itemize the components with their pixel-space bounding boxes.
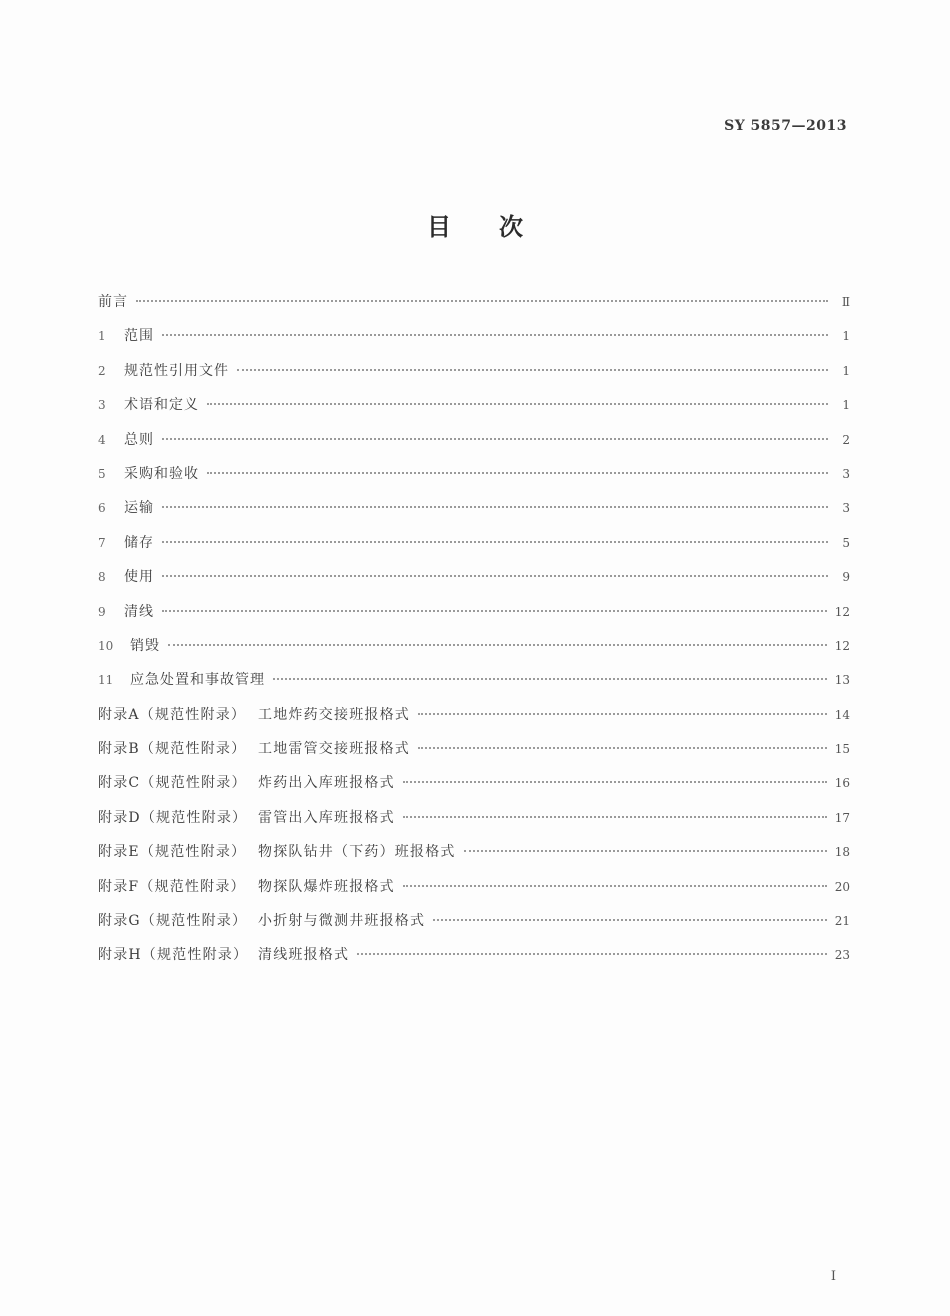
appendix-title: 炸药出入库班报格式 (258, 775, 395, 792)
toc-label: 应急处置和事故管理 (130, 672, 265, 689)
toc-number: 8 (98, 570, 106, 585)
appendix-title: 清线班报格式 (258, 947, 350, 964)
leader-dots (168, 644, 827, 646)
leader-dots (433, 919, 827, 921)
appendix-label: 附录D（规范性附录） (98, 809, 248, 826)
toc-appendix-entry[interactable] (98, 738, 850, 772)
toc-page: Ⅱ (841, 295, 850, 309)
leader-dots (207, 403, 828, 405)
toc-page: 14 (834, 707, 850, 722)
toc-entry[interactable] (98, 532, 850, 566)
toc-page: 18 (834, 845, 850, 860)
toc-number: 7 (98, 535, 106, 550)
leader-dots (162, 610, 827, 612)
appendix-title: 工地雷管交接班报格式 (258, 741, 410, 758)
toc-label: 销毁 (130, 637, 160, 654)
toc-number: 1 (98, 329, 106, 344)
toc-entry[interactable] (98, 635, 850, 669)
appendix-title: 雷管出入库班报格式 (258, 809, 395, 826)
toc-label: 清线 (124, 603, 154, 620)
leader-dots (136, 300, 828, 302)
leader-dots (162, 541, 828, 543)
toc-number: 9 (98, 604, 106, 619)
toc-entry[interactable] (98, 463, 850, 497)
toc-entry[interactable] (98, 601, 850, 635)
toc-page: 9 (842, 570, 850, 585)
toc-label: 规范性引用文件 (124, 362, 229, 379)
toc-entry[interactable] (98, 566, 850, 600)
toc-page: 12 (834, 638, 850, 653)
appendix-label: 附录E（规范性附录） (98, 844, 247, 861)
appendix-label: 附录G（规范性附录） (98, 913, 248, 930)
toc-appendix-entry[interactable] (98, 910, 850, 944)
toc-label: 范围 (124, 328, 154, 345)
toc-appendix-entry[interactable] (98, 772, 850, 806)
toc-entry[interactable] (98, 669, 850, 703)
toc-label: 前言 (98, 294, 128, 310)
appendix-title: 物探队爆炸班报格式 (258, 878, 395, 895)
appendix-label: 附录C（规范性附录） (98, 775, 247, 792)
toc-appendix-entry[interactable] (98, 876, 850, 910)
appendix-title: 物探队钻井（下药）班报格式 (258, 844, 456, 861)
toc-entry-foreword[interactable] (98, 291, 850, 325)
appendix-label: 附录H（规范性附录） (98, 947, 249, 964)
toc-number: 10 (98, 638, 114, 653)
toc-number: 6 (98, 501, 106, 516)
toc-number: 3 (98, 398, 106, 413)
leader-dots (403, 816, 827, 818)
toc-page: 5 (842, 535, 850, 550)
toc-label: 运输 (124, 500, 154, 517)
leader-dots (418, 747, 827, 749)
toc-number: 2 (98, 363, 106, 378)
toc-page: 16 (834, 776, 850, 791)
toc-entry[interactable] (98, 360, 850, 394)
toc-page: 17 (834, 810, 850, 825)
leader-dots (357, 953, 827, 955)
leader-dots (273, 678, 827, 680)
toc-entry[interactable] (98, 497, 850, 531)
leader-dots (162, 438, 828, 440)
appendix-label: 附录A（规范性附录） (98, 706, 247, 723)
appendix-title: 工地炸药交接班报格式 (258, 706, 410, 723)
toc-number: 4 (98, 432, 106, 447)
toc-page: 1 (842, 398, 850, 413)
toc-label: 总则 (124, 431, 154, 448)
leader-dots (418, 713, 827, 715)
toc-entry[interactable] (98, 394, 850, 428)
toc-number: 5 (98, 466, 106, 481)
standard-number: SY 5857—2013 (724, 118, 847, 134)
toc-page: 20 (834, 879, 850, 894)
toc-appendix-entry[interactable] (98, 841, 850, 875)
toc-label: 术语和定义 (124, 397, 199, 414)
table-of-contents (98, 291, 850, 979)
toc-page: 3 (842, 501, 850, 516)
leader-dots (162, 506, 828, 508)
leader-dots (207, 472, 828, 474)
toc-page: 13 (834, 673, 850, 688)
toc-page: 2 (842, 432, 850, 447)
appendix-label: 附录F（规范性附录） (98, 878, 246, 895)
appendix-label: 附录B（规范性附录） (98, 741, 247, 758)
appendix-title: 小折射与微测井班报格式 (258, 913, 426, 930)
toc-appendix-entry[interactable] (98, 944, 850, 978)
toc-appendix-entry[interactable] (98, 704, 850, 738)
toc-page: 1 (842, 363, 850, 378)
title-part-1: 目 (427, 212, 451, 241)
toc-page: 12 (834, 604, 850, 619)
toc-page: 15 (834, 742, 850, 757)
leader-dots (162, 334, 828, 336)
page-folio: Ⅰ (830, 1269, 836, 1284)
toc-label: 储存 (124, 534, 154, 551)
toc-label: 使用 (124, 569, 154, 586)
toc-page: 3 (842, 466, 850, 481)
leader-dots (403, 885, 827, 887)
toc-entry[interactable] (98, 325, 850, 359)
title-part-2: 次 (499, 212, 523, 241)
page-title (0, 207, 950, 242)
toc-appendix-entry[interactable] (98, 807, 850, 841)
toc-entry[interactable] (98, 429, 850, 463)
leader-dots (403, 781, 827, 783)
leader-dots (162, 575, 828, 577)
toc-number: 11 (98, 673, 114, 688)
leader-dots (464, 850, 827, 852)
toc-page: 23 (834, 948, 850, 963)
toc-label: 采购和验收 (124, 465, 199, 482)
leader-dots (237, 369, 828, 371)
toc-page: 1 (842, 329, 850, 344)
toc-page: 21 (834, 914, 850, 929)
